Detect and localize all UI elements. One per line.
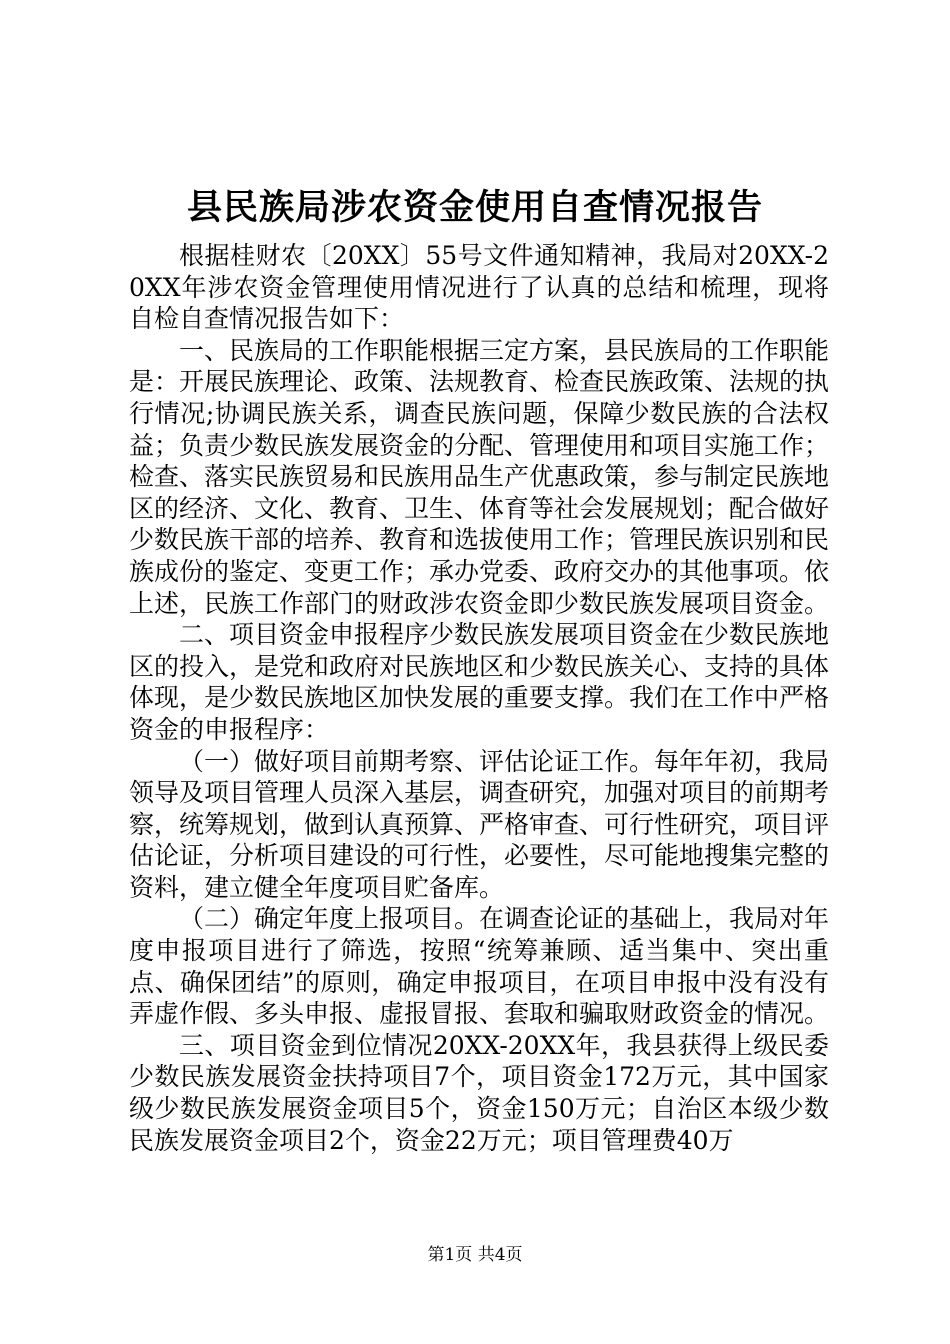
page-number-footer: 第1页 共4页 xyxy=(427,1245,523,1265)
paragraph-intro: 根据桂财农〔20XX〕55号文件通知精神，我局对20XX-20XX年涉农资金管理使用情况进行了认真的总结和梳理，现将自检自查情况报告如下： xyxy=(129,241,829,334)
paragraph-section-2-item-2: （二）确定年度上报项目。在调查论证的基础上，我局对年度申报项目进行了筛选，按照“统筹兼顾、适当集中、突出重点、确保团结”的原则，确定申报项目，在项目申报中没有没有弄虚作假、多头申报、虚报冒报、套取和骗取财政资金的情况。 xyxy=(129,904,830,1029)
paragraph-section-2-item-1: （一）做好项目前期考察、评估论证工作。每年年初，我局领导及项目管理人员深入基层，调查研究，加强对项目的前期考察，统筹规划，做到认真预算、严格审查、可行性研究，项目评估论证，分析项目建设的可行性，必要性，尽可能地搜集完整的资料，建立健全年度项目贮备库。 xyxy=(129,746,830,902)
document-body xyxy=(129,240,829,1156)
paragraph-section-3: 三、项目资金到位情况20XX-20XX年，我县获得上级民委少数民族发展资金扶持项目7个，项目资金172万元，其中国家级少数民族发展资金项目5个，资金150万元；自治区本级少数民族发展资金项目2个，资金22万元；项目管理费40万 xyxy=(129,1030,829,1155)
document-title: 县民族局涉农资金使用自查情况报告 xyxy=(186,187,763,228)
paragraph-section-2: 二、项目资金申报程序少数民族发展项目资金在少数民族地区的投入，是党和政府对民族地区和少数民族关心、支持的具体体现，是少数民族地区加快发展的重要支撑。我们在工作中严格资金的申报程序： xyxy=(129,620,830,744)
paragraph-section-1: 一、民族局的工作职能根据三定方案，县民族局的工作职能是：开展民族理论、政策、法规教育、检查民族政策、法规的执行情况;协调民族关系，调查民族问题，保障少数民族的合法权益；负责少数民族发展资金的分配、管理使用和项目实施工作；检查、落实民族贸易和民族用品生产优惠政策，参与制定民族地区的经济、文化、教育、卫生、体育等社会发展规划；配合做好少数民族干部的培养、教育和选拔使用工作；管理民族识别和民族成份的鉴定、变更工作；承办党委、政府交办的其他事项。依上述，民族工作部门的财政涉农资金即少数民族发展项目资金。 xyxy=(129,335,830,618)
